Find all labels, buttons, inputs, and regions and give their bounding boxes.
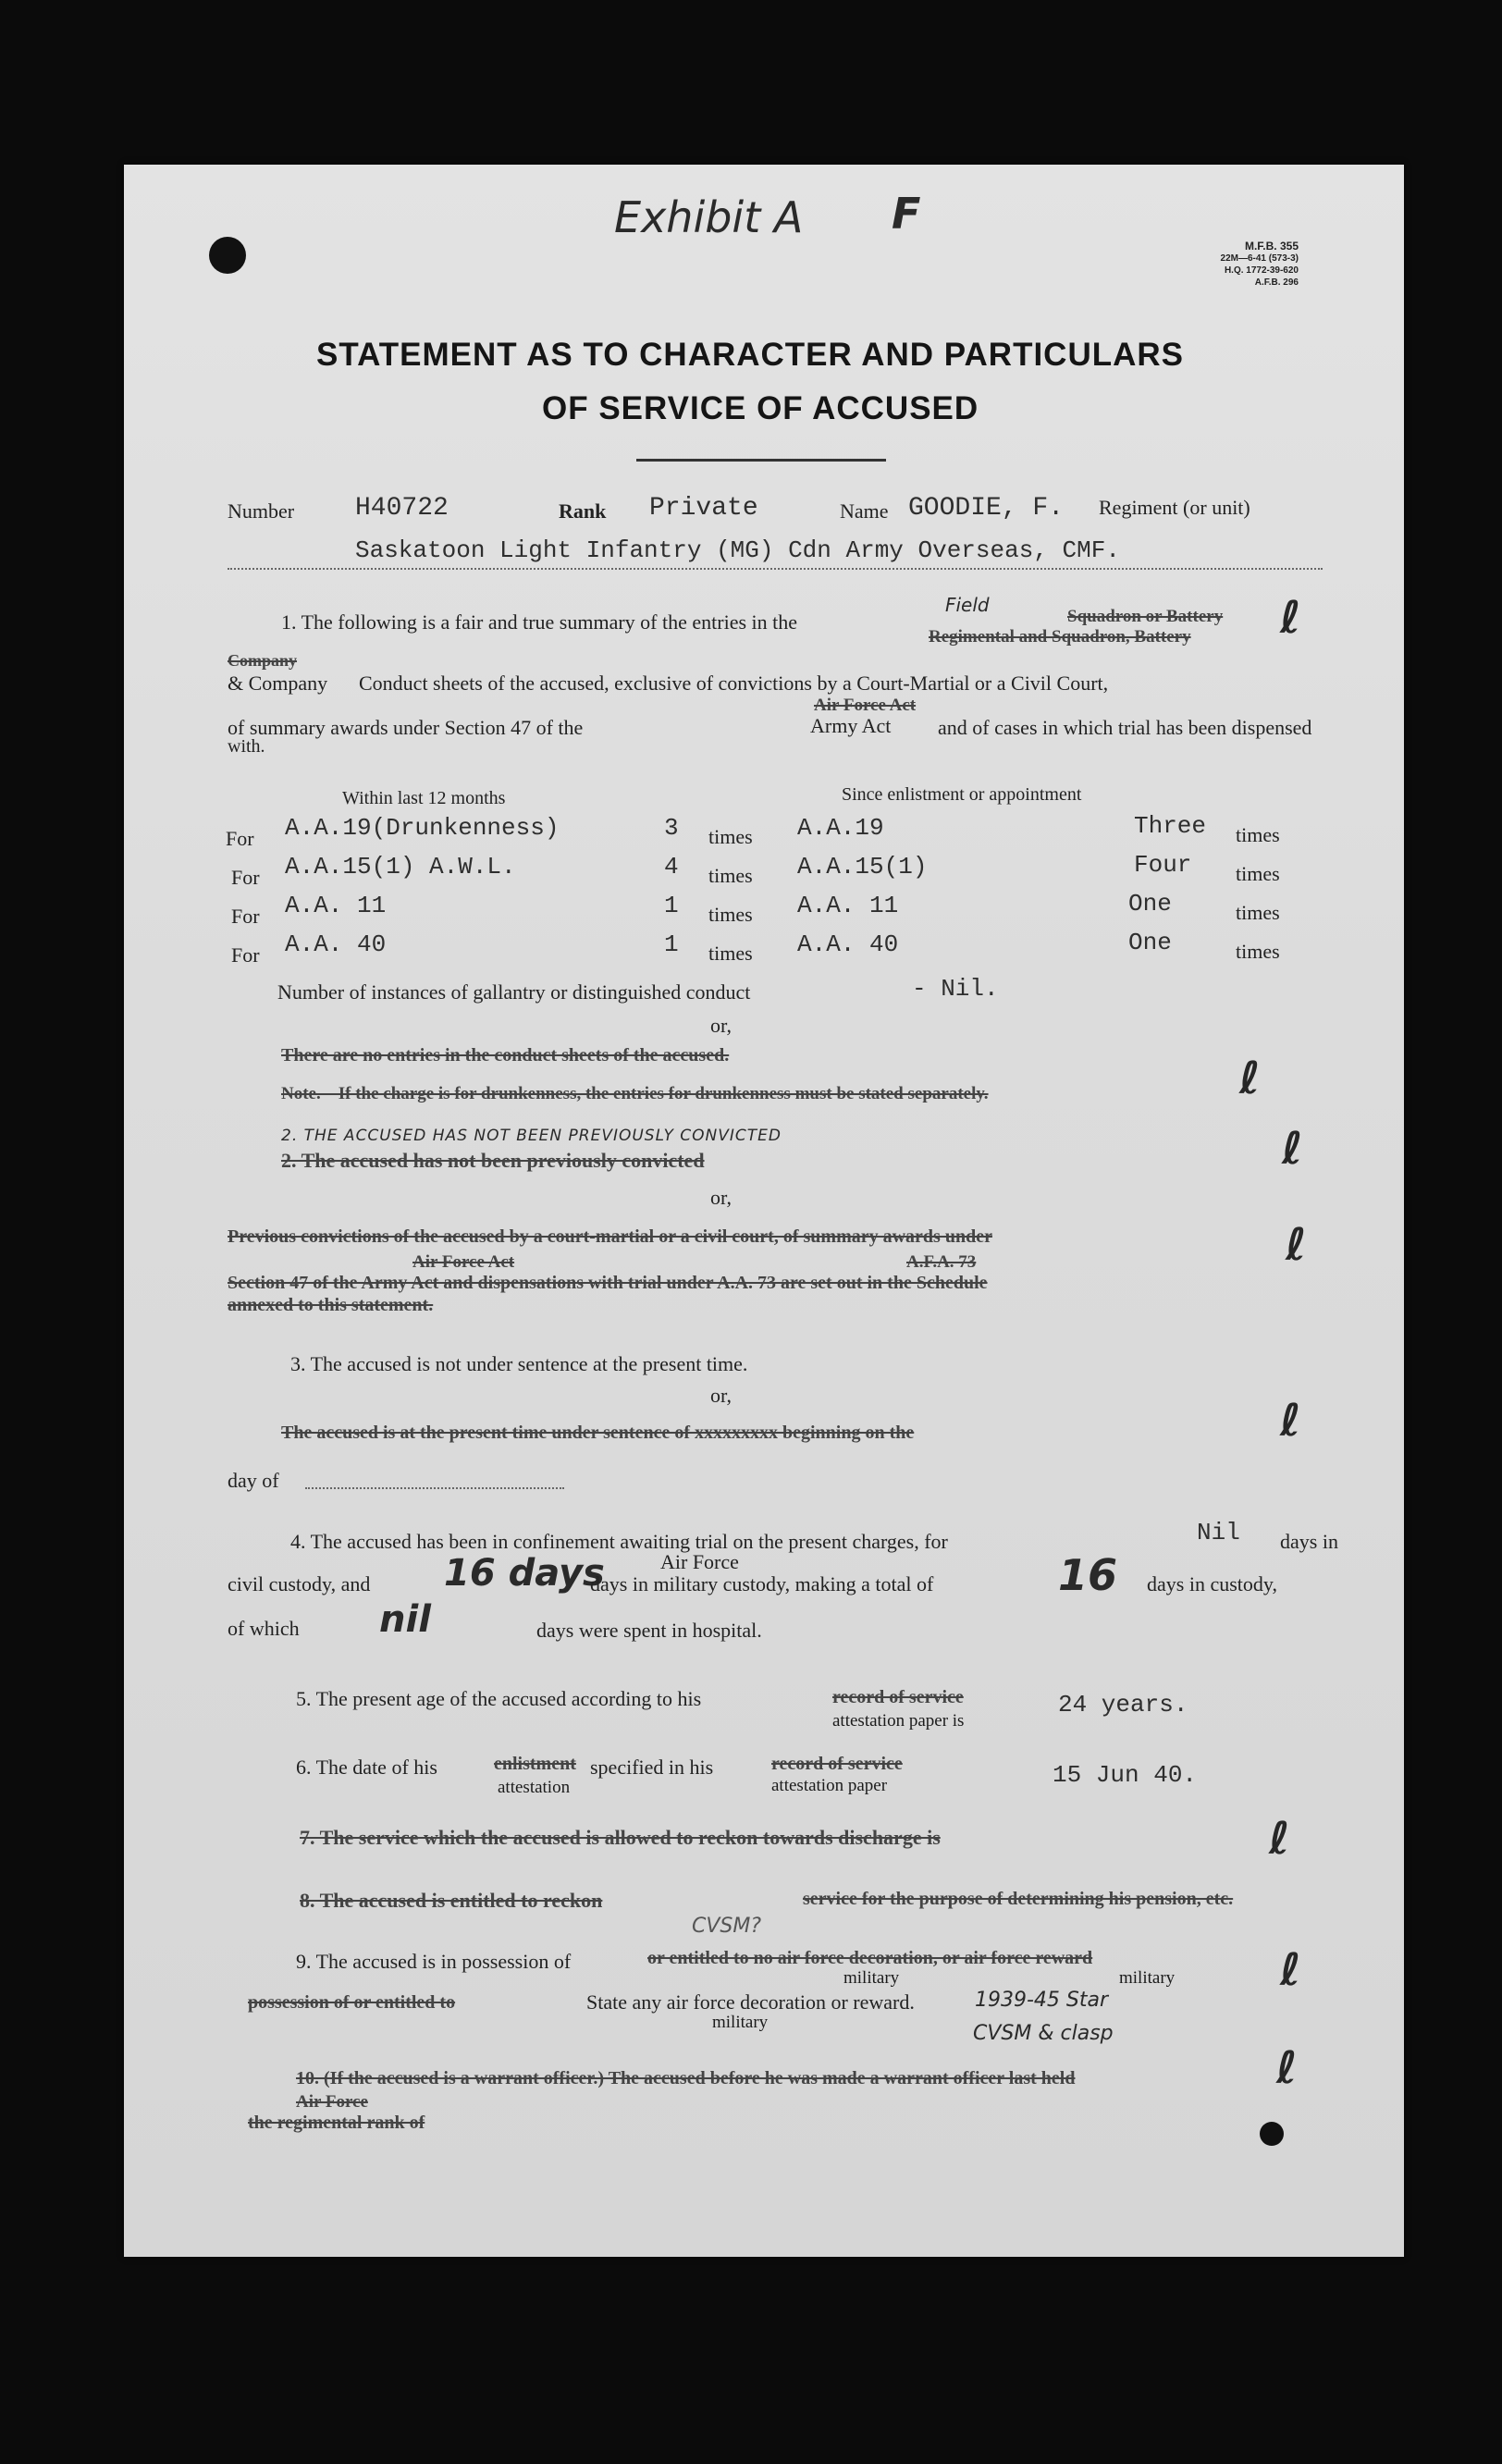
or-label: or,: [710, 1384, 732, 1407]
for-label: For: [231, 905, 260, 928]
for-label: For: [231, 943, 260, 967]
section2-hand-text: 2. THE ACCUSED HAS NOT BEEN PREVIOUSLY CONVICTED: [281, 1127, 782, 1145]
unit-dotted-line: [228, 568, 1323, 570]
section8-struck-b: service for the purpose of determining his pension, etc.: [803, 1889, 1234, 1909]
initials-mark: ℓ: [1280, 1944, 1301, 1996]
section6-text-a: 6. The date of his: [296, 1756, 437, 1779]
page-title-line-1: STATEMENT AS TO CHARACTER AND PARTICULARS: [316, 337, 1185, 373]
section10-struck-b: the regimental rank of: [248, 2113, 425, 2133]
times-label: times: [1236, 901, 1280, 924]
section1-text-b-2: Army Act: [810, 714, 892, 737]
times-label: times: [1236, 862, 1280, 885]
section1-text-a: Conduct sheets of the accused, exclusive of convictions by a Court-Martial or a Civil Court,: [359, 671, 1109, 695]
section1-text-b-1: of summary awards under Section 47 of the: [228, 716, 584, 739]
offence-within: A.A. 40: [285, 930, 387, 958]
section1-lead: 1. The following is a fair and true summary of the entries in the: [281, 610, 798, 634]
form-reference: [1114, 240, 1299, 289]
section1-text-b-3: and of cases in which trial has been dispensed: [938, 716, 1312, 739]
section2-struck-afa73: A.F.A. 73: [906, 1252, 977, 1272]
count-within: 1: [664, 930, 679, 958]
section2-struck-prev-1: Previous convictions of the accused by a court-martial or a civil court, of summary awards under: [228, 1226, 992, 1247]
offence-since: A.A. 40: [797, 930, 899, 958]
section1-struck-b: Regimental and Squadron, Battery: [929, 627, 1191, 647]
exhibit-note: Exhibit A: [614, 192, 804, 242]
section2-struck-text: 2. The accused has not been previously convicted: [281, 1149, 705, 1172]
civil-custody-label: civil custody, and: [228, 1572, 371, 1595]
or-label: or,: [710, 1186, 732, 1209]
section10-struck-a: 10. (If the accused is a warrant officer.) The accused before he was made a warrant officer last held: [296, 2068, 1076, 2088]
gallantry-label: Number of instances of gallantry or distinguished conduct: [277, 980, 751, 1004]
section1-company: & Company: [228, 671, 328, 695]
times-label: times: [708, 903, 753, 926]
section2-struck-prev-2: Section 47 of the Army Act and dispensations with trial under A.A. 73 are set out in the Schedule: [228, 1273, 988, 1293]
offence-within: A.A. 11: [285, 892, 387, 919]
name-label: Name: [840, 499, 889, 523]
section6-struck-b: record of service: [771, 1754, 903, 1774]
day-of-label: day of: [228, 1469, 279, 1492]
section9-struck-b: possession of or entitled to: [248, 1992, 456, 2013]
initials-mark: ℓ: [1239, 1053, 1261, 1104]
section5-struck: record of service: [832, 1687, 964, 1707]
section6-struck-a: enlistment: [494, 1754, 576, 1774]
for-label: For: [226, 827, 254, 850]
offence-within: A.A.15(1) A.W.L.: [285, 853, 516, 881]
initials-mark: ℓ: [1280, 1395, 1301, 1447]
section5-sub: attestation paper is: [832, 1711, 965, 1731]
section5-text: 5. The present age of the accused according to his: [296, 1687, 702, 1710]
section9-hand-top: CVSM?: [692, 1915, 762, 1938]
since-enlistment-label: Since enlistment or appointment: [842, 784, 1082, 805]
initials-mark: ℓ: [1269, 1813, 1290, 1865]
times-label: times: [708, 825, 753, 848]
section7-struck: 7. The service which the accused is allowed to reckon towards discharge is: [300, 1826, 941, 1849]
section6-sub-a: attestation: [498, 1778, 571, 1797]
form-ref-line: M.F.B. 355: [1244, 240, 1299, 253]
section10-air-force: Air Force: [296, 2092, 368, 2112]
count-within: 1: [664, 892, 679, 919]
section9-text: 9. The accused is in possession of: [296, 1950, 572, 1973]
section9-hand-1: 1939-45 Star: [975, 1989, 1109, 2012]
name-value: GOODIE, F.: [908, 494, 1065, 523]
initials-mark: ℓ: [1280, 592, 1301, 644]
gallantry-value: - Nil.: [912, 975, 999, 1003]
title-rule: [636, 459, 886, 462]
number-value: H40722: [355, 494, 449, 523]
offence-within: A.A.19(Drunkenness): [285, 814, 560, 842]
hospital-text: days were spent in hospital.: [536, 1619, 762, 1642]
section9-military-c: military: [712, 2013, 769, 2032]
section3-struck-text: The accused is at the present time under sentence of xxxxxxxxx beginning on the: [281, 1423, 915, 1443]
count-since: One: [1128, 890, 1172, 918]
of-which-label: of which: [228, 1617, 300, 1640]
times-label: times: [1236, 940, 1280, 963]
section8-struck-a: 8. The accused is entitled to reckon: [300, 1889, 603, 1912]
section6-text-b: specified in his: [590, 1756, 714, 1779]
age-value: 24 years.: [1058, 1691, 1188, 1719]
struck-no-entries: There are no entries in the conduct sheets of the accused.: [281, 1045, 730, 1066]
within-12-months-label: Within last 12 months: [342, 788, 506, 808]
page-title-line-2: OF SERVICE OF ACCUSED: [542, 390, 979, 426]
civil-days-value: Nil: [1197, 1519, 1240, 1546]
times-label: times: [1236, 823, 1280, 846]
punch-hole: [209, 237, 246, 274]
count-since: Four: [1134, 851, 1192, 879]
or-label: or,: [710, 1014, 732, 1037]
form-ref-line: H.Q. 1772-39-620: [1224, 265, 1299, 276]
initials-mark: ℓ: [1276, 2042, 1298, 2094]
section9-military-a: military: [843, 1968, 900, 1988]
document-page: [124, 165, 1404, 2257]
section1-text-b-4: with.: [228, 736, 265, 757]
struck-note: Note.—If the charge is for drunkenness, the entries for drunkenness must be stated separately.: [281, 1084, 989, 1103]
section2-struck-prev-3: annexed to this statement.: [228, 1295, 434, 1315]
unit-value: Saskatoon Light Infantry (MG) Cdn Army Overseas, CMF.: [355, 536, 1120, 564]
offence-since: A.A.19: [797, 814, 884, 842]
days-in-custody-label: days in custody,: [1147, 1572, 1277, 1595]
day-of-dotted-line: [305, 1487, 564, 1489]
times-label: times: [708, 864, 753, 887]
military-days-hand: 16 days: [444, 1552, 605, 1595]
air-force-label: Air Force: [660, 1550, 739, 1573]
section3-text: 3. The accused is not under sentence at the present time.: [290, 1352, 748, 1375]
count-within: 3: [664, 814, 679, 842]
section1-struck-a: Squadron or Battery: [1067, 607, 1224, 626]
for-label: For: [231, 866, 260, 889]
initials-mark: ℓ: [1286, 1219, 1307, 1271]
form-ref-line: A.F.B. 296: [1254, 277, 1299, 288]
section1-field-hand: Field: [945, 594, 990, 616]
hospital-days-hand: nil: [379, 1598, 431, 1641]
military-custody-text: days in military custody, making a total of: [590, 1572, 934, 1595]
section1-struck-c: Company: [228, 651, 298, 670]
section2-struck-af-act: Air Force Act: [412, 1252, 515, 1272]
form-ref-line: 22M—6-41 (573-3): [1220, 253, 1299, 264]
section4-line1: 4. The accused has been in confinement awaiting trial on the present charges, for: [290, 1530, 948, 1553]
times-label: times: [708, 942, 753, 965]
count-since: Three: [1134, 812, 1207, 840]
rank-value: Private: [649, 494, 758, 523]
count-within: 4: [664, 853, 679, 881]
section6-sub-b: attestation paper: [771, 1776, 888, 1795]
regiment-label: Regiment (or unit): [1099, 496, 1250, 519]
exhibit-mark: F: [892, 189, 921, 239]
section9-hand-2: CVSM & clasp: [973, 2022, 1114, 2045]
total-days-hand: 16: [1058, 1550, 1118, 1600]
count-since: One: [1128, 929, 1172, 956]
section9-struck-a: or entitled to no air force decoration, or air force reward: [647, 1948, 1093, 1968]
offence-since: A.A.15(1): [797, 853, 928, 881]
attestation-date-value: 15 Jun 40.: [1053, 1761, 1198, 1789]
initials-mark: ℓ: [1282, 1123, 1303, 1175]
days-in-label: days in: [1280, 1530, 1338, 1553]
section9-military-b: military: [1119, 1968, 1176, 1988]
section1-struck-act: Air Force Act: [814, 696, 917, 715]
section9-text-b: State any air force decoration or reward.: [586, 1990, 915, 2014]
number-label: Number: [228, 499, 295, 523]
offence-since: A.A. 11: [797, 892, 899, 919]
rank-label: Rank: [559, 499, 607, 523]
punch-hole: [1260, 2122, 1284, 2146]
